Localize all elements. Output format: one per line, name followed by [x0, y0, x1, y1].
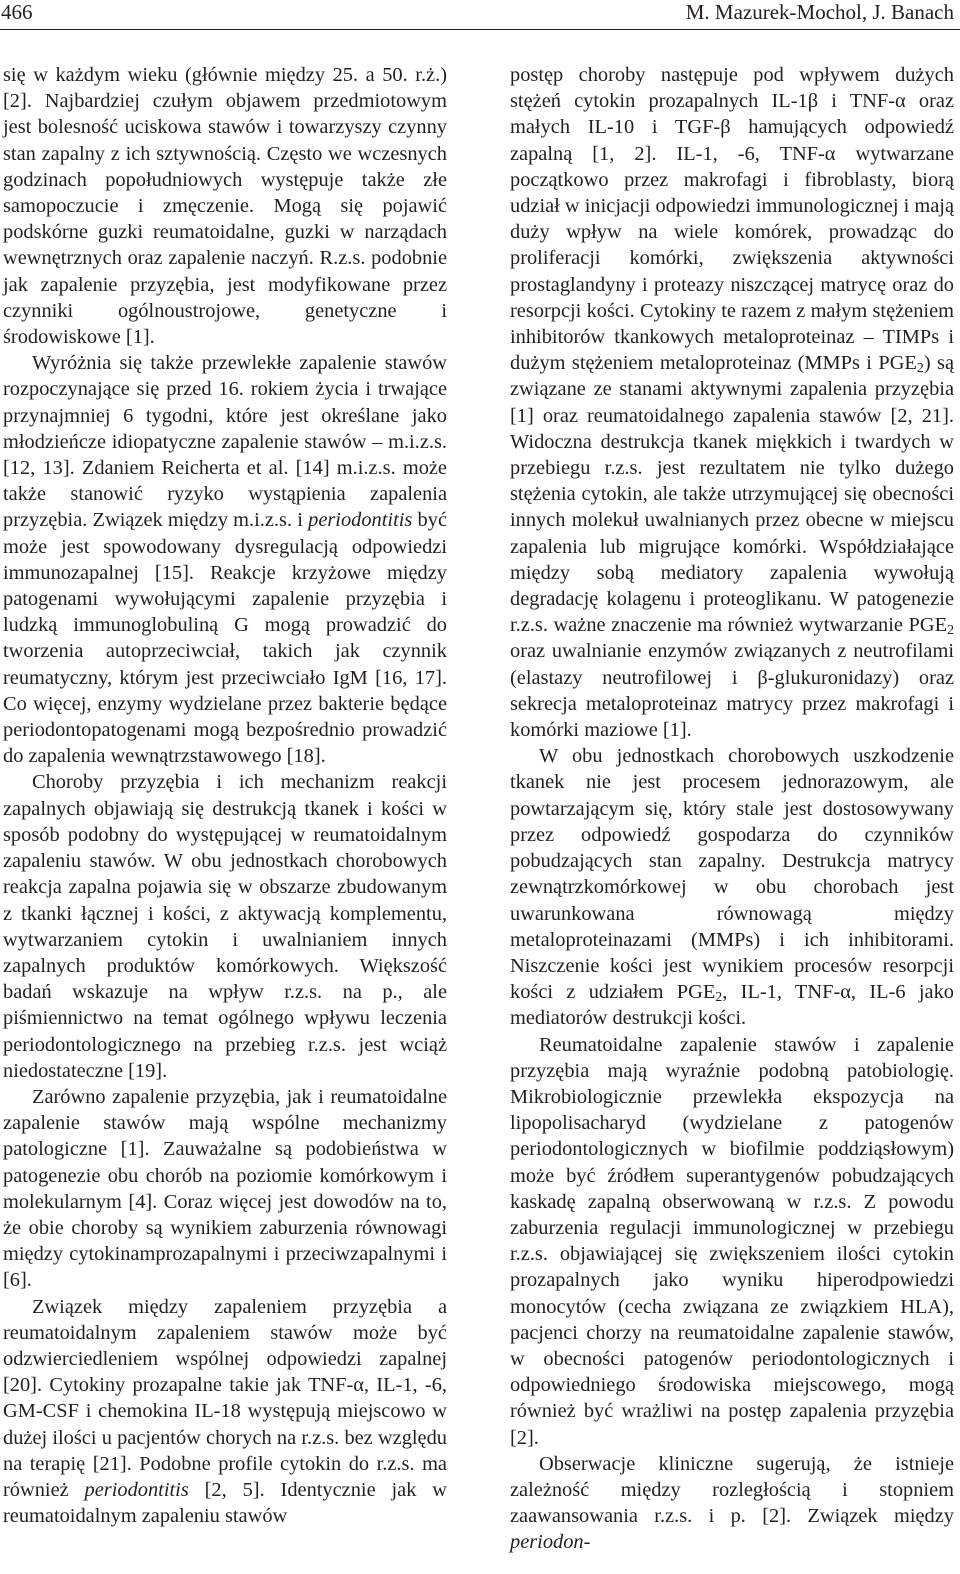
- text-run: W obu jednostkach chorobowych uszkodzenie tkanek nie jest procesem jednorazowym, ale powtarzającym się, który stale jest dostosowywany przez odpowiedź gospodarza do czynników pobudzających stan zapalny. Destrukcja matrycy zewnątrzkomórkowej w obu chorobach jest uwarunkowana równowagą między metaloproteinazami (MMPs) i ich inhibitorami. Niszczenie kości jest wynikiem procesów resorpcji kości z udziałem PGE: [510, 745, 954, 1004]
- page-number: 466: [1, 0, 33, 24]
- paragraph: [3, 350, 447, 769]
- italic-term: periodontitis: [308, 509, 413, 532]
- paragraph: [3, 62, 447, 350]
- subscript: 2: [947, 623, 954, 639]
- right-column: [510, 62, 954, 1556]
- text-run: się w każdym wieku (głównie między 25. a 50. r.ż.) [2]. Najbardziej czułym objawem przedmiotowym jest bolesność uciskowa stawów i towarzyszy czynny stan zapalny z ich sztywnością. Często we wczesnych godzinach popołudniowych występuje także złe samopoczucie i zmęczenie. Mogą się pojawić podskórne guzki reumatoidalne, guzki w narządach wewnętrznych oraz zapalenie naczyń. R.z.s. podobnie jak zapalenie przyzębia, jest modyfikowane przez czynniki ogólnoustrojowe, genetyczne i środowiskowe [1].: [3, 64, 447, 349]
- subscript: 2: [916, 361, 924, 377]
- text-run: oraz uwalnianie enzymów związanych z neutrofilami (elastazy neutrofilowej i β-glukuronidazy) oraz sekrecja metaloproteinaz matrycy przez makrofagi i komórki maziowe [1].: [510, 640, 954, 742]
- paragraph: [510, 1451, 954, 1556]
- text-run: Związek między zapaleniem przyzębia a reumatoidalnym zapaleniem stawów może być odzwierciedleniem wspólnej odpowiedzi zapalnej [20]. Cytokiny prozapalne takie jak TNF-α, IL-1, -6, GM-CSF i chemokina IL-18 występują miejscowo w dużej ilości u pacjentów chorych na r.z.s. bez względu na terapię [21]. Podobne profile cytokin do r.z.s. ma również: [3, 1295, 447, 1501]
- text-run: być może jest spowodowany dysregulacją odpowiedzi immunozapalnej [15]. Reakcje krzyżowe między patogenami wywołującymi zapalenie przyzębia i ludzką immunoglobuliną G mogą prowadzić do tworzenia autoprzeciwciał, takich jak czynnik reumatyczny, którym jest przeciwciało IgM [16, 17]. Co więcej, enzymy wydzielane przez bakterie będące periodontopatogenami mogą bezpośrednio prowadzić do zapalenia wewnątrzstawowego [18].: [3, 509, 447, 768]
- text-run: Wyróżnia się także przewlekłe zapalenie stawów rozpoczynające się przed 16. rokiem życia i trwające przynajmniej 6 tygodni, które jest określane jako młodzieńcze idiopatyczne zapalenie stawów – m.i.z.s. [12, 13]. Zdaniem Reicherta et al. [14] m.i.z.s. może także stanowić ryzyko wystąpienia zapalenia przyzębia. Związek między m.i.z.s. i: [3, 352, 447, 532]
- text-run: Zarówno zapalenie przyzębia, jak i reumatoidalne zapalenie stawów mają wspólne mechanizmy patologiczne [1]. Zauważalne są podobieństwa w patogenezie obu chorób na poziomie komórkowym i molekularnym [4]. Coraz więcej jest dowodów na to, że obie choroby są wynikiem zaburzenia równowagi między cytokinamprozapalnymi i przeciwzapalnymi i [6].: [3, 1085, 447, 1292]
- left-column: [3, 62, 447, 1529]
- italic-term: periodontitis: [84, 1478, 189, 1501]
- text-run: Reumatoidalne zapalenie stawów i zapalenie przyzębia mają wyraźnie podobną patobiologię. Mikrobiologicznie przewlekła ekspozycja na lipopolisacharyd (wydzielane z patogenów periodontologicznych w biofilmie poddziąsłowym) może być źródłem superantygenów pobudzających kaskadę zapalną obserwowaną w r.z.s. Z powodu zaburzenia regulacji immunologicznej w przebiegu r.z.s. objawiającej się zwiększeniem ilości cytokin prozapalnych jako wyniku hiperodpowiedzi monocytów (cecha związana ze związkiem HLA), pacjenci chorzy na reumatoidalne zapalenie stawów, w obecności patogenów periodontologicznych i odpowiedniego środowiska miejscowego, mogą również być wrażliwi na postęp zapalenia przyzębia [2].: [510, 1033, 954, 1449]
- paragraph: [510, 62, 954, 743]
- page-header: [0, 0, 960, 32]
- paragraph: [3, 1084, 447, 1294]
- paragraph: [510, 1032, 954, 1451]
- text-run: ) są związane ze stanami aktywnymi zapalenia przyzębia [1] oraz reumatoidalnego zapalenia stawów [2, 21]. Widoczna destrukcja tkanek miękkich i twardych w przebiegu r.z.s. jest rezultatem nie tylko dużego stężenia cytokin, ale także utrzymującej się obecności innych molekuł uwalnianych przez obecne w miejscu zapalenia lub migrujące komórki. Współdziałające między sobą mediatory zapalenia wywołują degradację kolagenu i proteoglikanu. W patogenezie r.z.s. ważne znaczenie ma również wytwarzanie PGE: [510, 352, 955, 637]
- paragraph: [510, 743, 954, 1031]
- text-run: [2, 5]. Identycznie jak w reumatoidalnym zapaleniu stawów: [3, 1478, 447, 1528]
- header-rule: [0, 29, 960, 30]
- subscript: 2: [715, 990, 723, 1006]
- text-run: Obserwacje kliniczne sugerują, że istnieje zależność między rozległością i stopniem zaawansowania r.z.s. i p. [2]. Związek między: [510, 1452, 954, 1528]
- text-run: postęp choroby następuje pod wpływem dużych stężeń cytokin prozapalnych IL-1β i TNF-α oraz małych IL-10 i TGF-β hamujących odpowiedź zapalną [1, 2]. IL-1, -6, TNF-α wytwarzane początkowo przez makrofagi i fibroblasty, biorą udział w inicjacji odpowiedzi immunologicznej i mają duży wpływ na wiele komórek, prowadząc do proliferacji komórki, zwiększenia aktywności prostaglandyny i proteazy niszczącej matrycę oraz do resorpcji kości. Cytokiny te razem z małym stężeniem inhibitorów tkankowych metaloproteinaz – TIMPs i dużym stężeniem metaloproteinaz (MMPs i PGE: [510, 64, 954, 375]
- text-run: Choroby przyzębia i ich mechanizm reakcji zapalnych objawiają się destrukcją tkanek i kości w sposób podobny do występującej w reumatoidalnym zapaleniu stawów. W obu jednostkach chorobowych reakcja zapalna pojawia się w obszarze zbudowanym z tkanki łącznej i kości, z aktywacją komplementu, wytwarzaniem cytokin i uwalnianiem innych zapalnych produktów komórkowych. Większość badań wskazuje na wpływ r.z.s. na p., ale piśmiennictwo na temat ogólnego wpływu leczenia periodontologicznego na przebieg r.z.s. jest wciąż niedostateczne [19].: [3, 771, 447, 1082]
- italic-term: periodon-: [510, 1531, 591, 1554]
- paragraph: [3, 1294, 447, 1530]
- running-head-authors: M. Mazurek-Mochol, J. Banach: [685, 0, 954, 24]
- paragraph: [3, 769, 447, 1083]
- text-run: , IL-1, TNF-α, IL-6 jako mediatorów destrukcji kości.: [510, 981, 954, 1030]
